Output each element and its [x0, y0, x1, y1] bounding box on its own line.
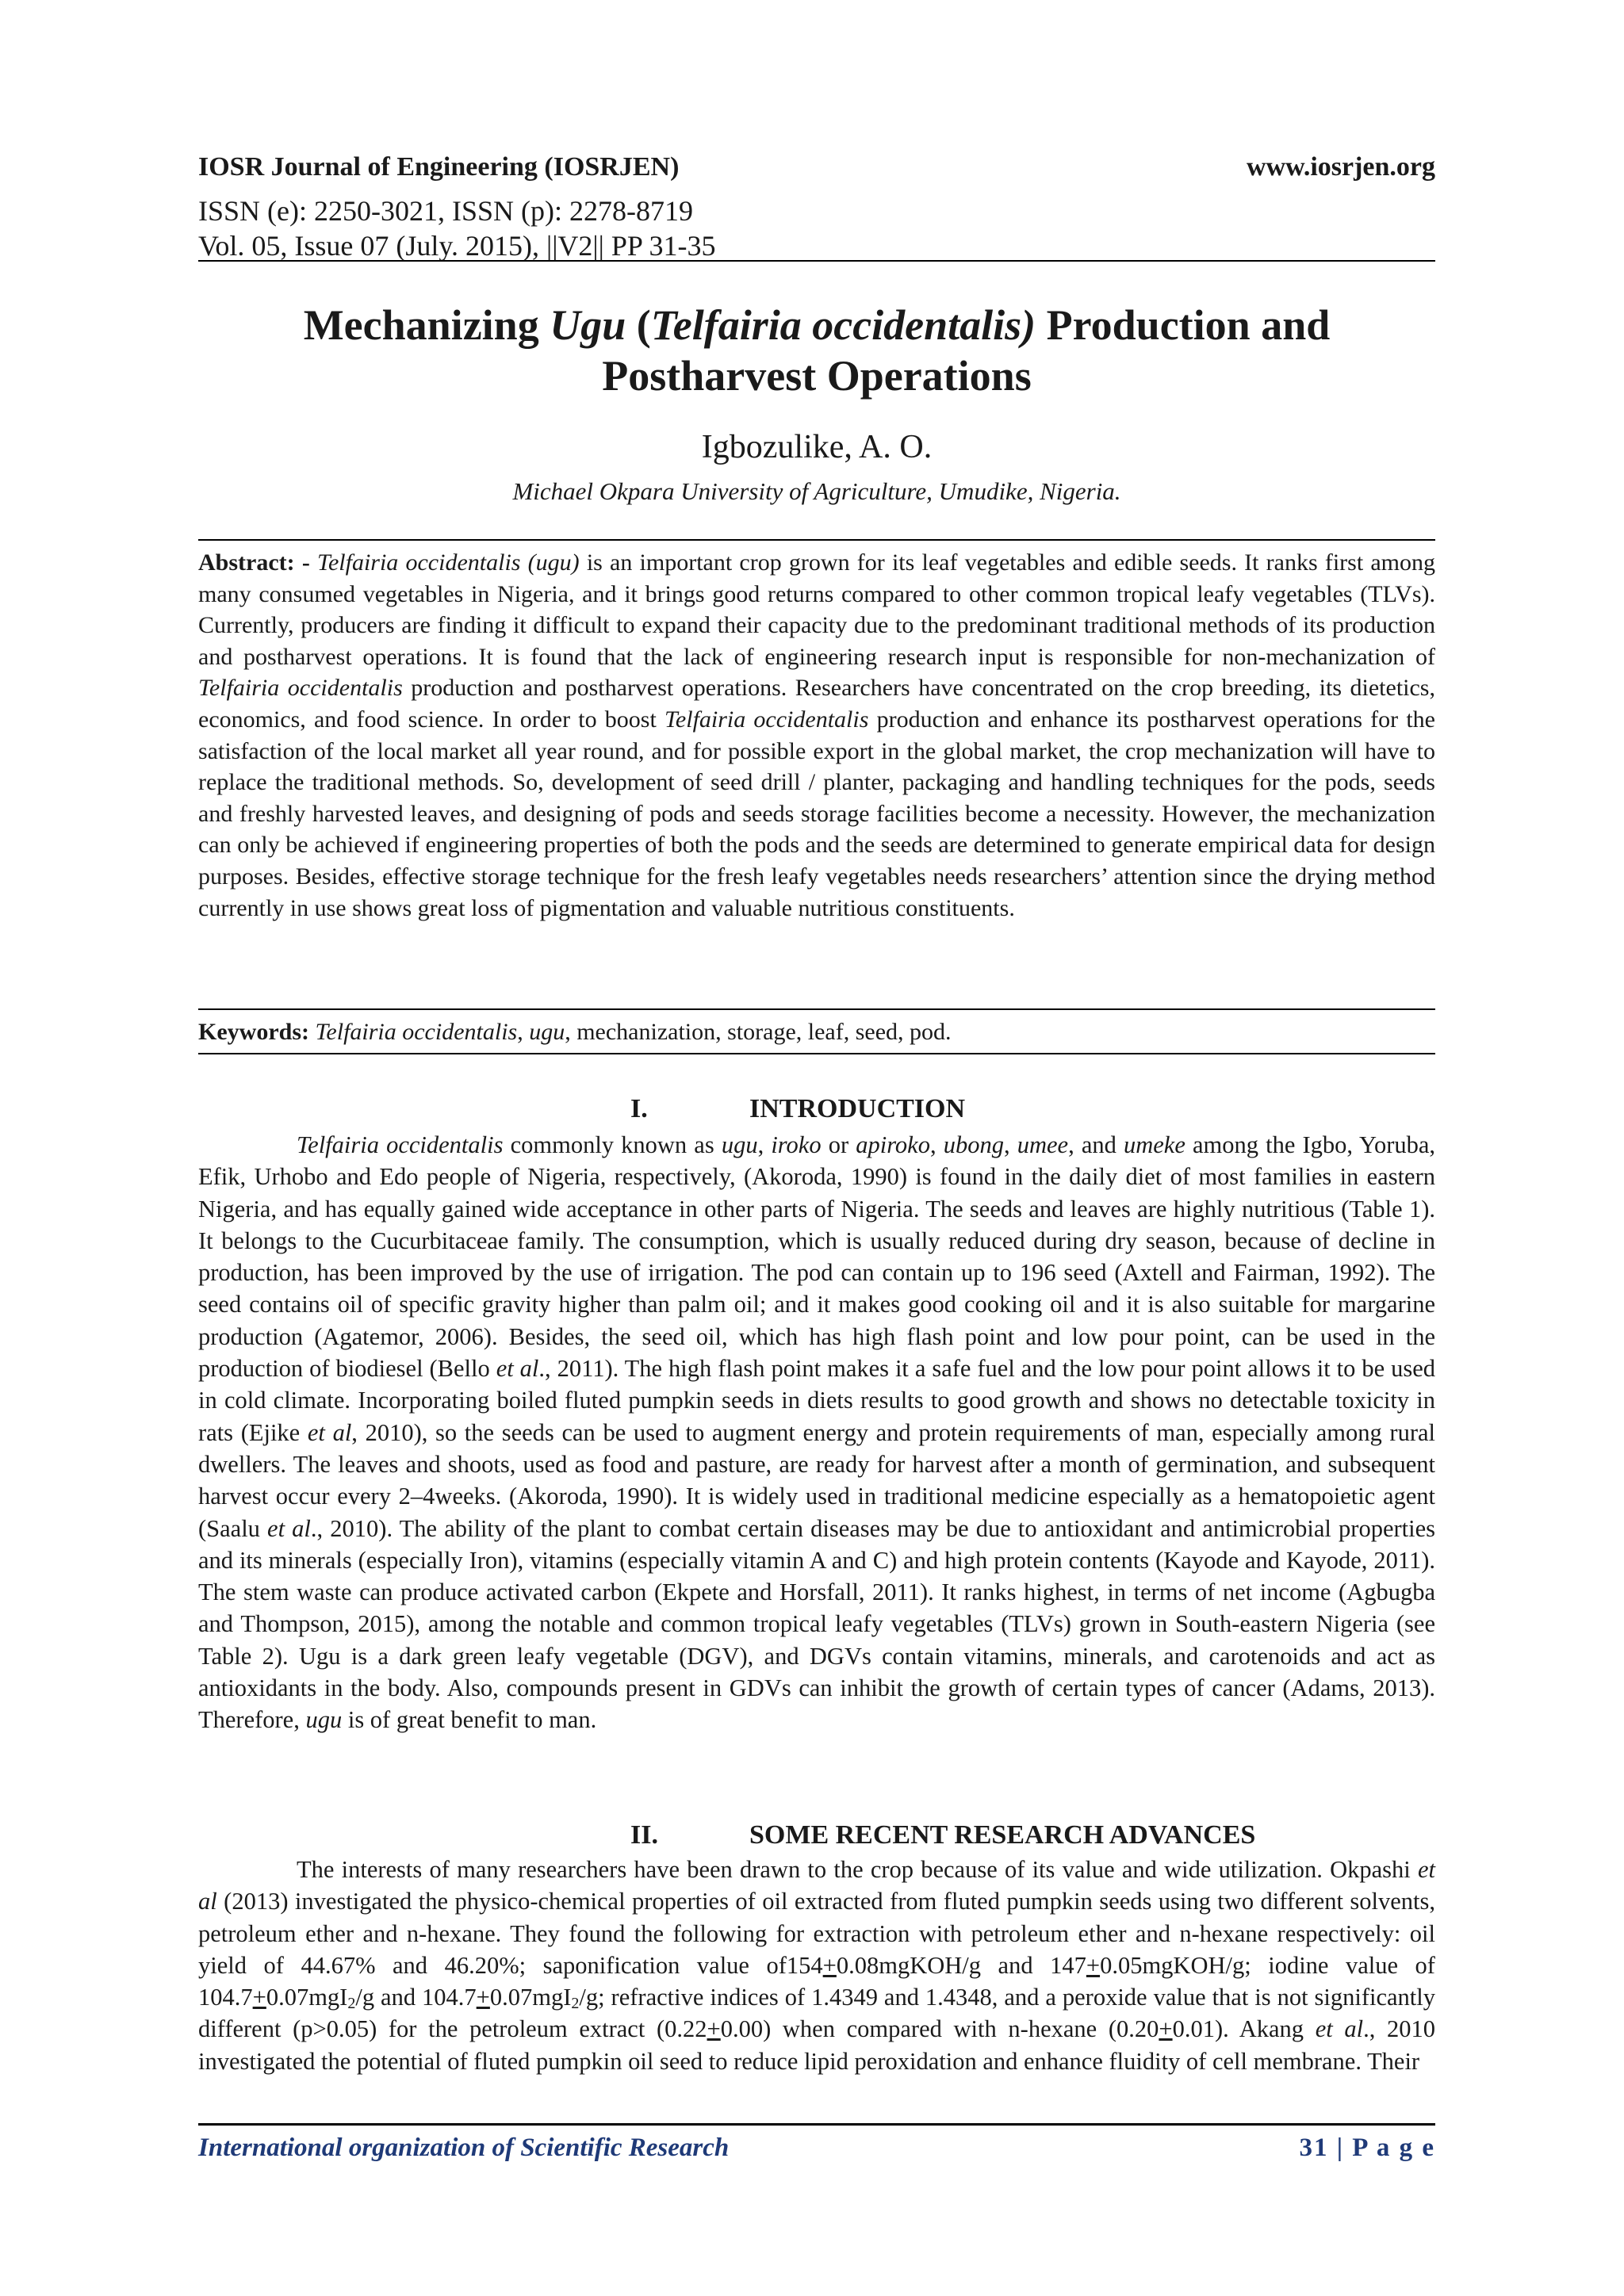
plus-minus-sign: +: [1086, 1951, 1101, 1979]
keyword-text: , mechanization, storage, leaf, seed, pod.: [565, 1019, 952, 1045]
keywords-top-rule: [198, 1008, 1435, 1010]
title-part-italic: Telfairia occidentalis): [650, 301, 1036, 349]
para-italic: ugu: [305, 1706, 343, 1734]
abstract-text: production and postharvest operations. Researchers have concentrated on the crop breeding, its dietetics, economics, and food science. In order to boost: [198, 675, 1435, 733]
para-italic: ugu: [721, 1131, 758, 1158]
subscript: 2: [571, 1995, 580, 2013]
section-number: I.: [630, 1094, 648, 1123]
para-italic: iroko: [771, 1131, 822, 1158]
keywords-label: Keywords:: [198, 1019, 309, 1045]
para-text: 0.07mgI: [266, 1984, 348, 2011]
para-text: among the Igbo, Yoruba, Efik, Urhobo and Edo people of Nigeria, respectively, (Akoroda, 1990) is found in the daily diet of most families in eastern Nigeria, and has equally gained wide acceptance in other parts of Nigeria. The seeds and leaves are highly nutritious (Table 1). It belongs to the Cucurbitaceae family. The consumption, which is usually reduced during dry season, because of decline in production, has been improved by the use of irrigation. The pod can contain up to 196 seed (Axtell and Fairman, 1992). The seed contains oil of specific gravity higher than palm oil; and it makes good cooking oil and it is also suitable for margarine production (Agatemor, 2006). Besides, the seed oil, which has high flash point and low pour point, can be used in the production of biodiesel (Bello: [198, 1131, 1436, 1383]
para-text: /g and 104.7: [355, 1984, 477, 2011]
keyword-italic: Telfairia occidentalis: [315, 1019, 518, 1045]
abstract-text: is an important crop grown for its leaf vegetables and edible seeds. It ranks first among many consumed vegetables in Nigeria, and it brings good returns compared to other common tropical leafy vegetables (TLVs). Currently, producers are finding it difficult to expand their capacity due to the predominant traditional methods of its production and postharvest operations. It is found that the lack of engineering research input is responsible for non-mechanization of: [198, 549, 1436, 670]
keyword-italic: ugu: [529, 1019, 565, 1045]
para-text: (2013) investigated the physico-chemical properties of oil extracted from fluted pumpkin seeds using two different solvents, petroleum ether and n-hexane. They found the following for extraction with petroleum ether and n-hexane respectively: oil yield of 44.67% and 46.20%; saponification value of154: [198, 1888, 1435, 1979]
para-text: ,: [757, 1131, 772, 1158]
para-italic: et al: [267, 1514, 311, 1542]
para-italic: apiroko: [856, 1131, 930, 1158]
para-italic: ubong: [943, 1131, 1004, 1158]
journal-name: IOSR Journal of Engineering (IOSRJEN): [198, 152, 680, 182]
keywords: [198, 1016, 1435, 1048]
introduction-paragraph: [198, 1129, 1435, 1736]
header-rule: [198, 260, 1435, 262]
para-text: or: [821, 1131, 856, 1158]
keywords-bottom-rule: [198, 1053, 1435, 1054]
para-italic: et al: [496, 1355, 539, 1383]
para-text: ., 2011). The high flash point makes it a safe fuel and the low pour point allows it to be used in cold climate. Incorporating boiled fluted pumpkin seeds in diets results to good growth and shows no detectable toxicity in rats (Ejike: [198, 1355, 1435, 1446]
title-line2: Postharvest Operations: [602, 352, 1032, 400]
para-text: The interests of many researchers have been drawn to the crop because of its value and wide utilization. Okpashi: [297, 1856, 1418, 1883]
abstract-italic: Telfairia occidentalis: [198, 675, 403, 702]
keyword-text: ,: [517, 1019, 530, 1045]
para-text: 0.08mgKOH/g and 147: [836, 1951, 1086, 1979]
para-text: ., 2010). The ability of the plant to combat certain diseases may be due to antioxidant and antimicrobial properties and its minerals (especially Iron), vitamins (especially vitamin A and C) and high protein contents (Kayode and Kayode, 2011). The stem waste can produce activated carbon (Ekpete and Horsfall, 2011). It ranks highest, in terms of net income (Agbugba and Thompson, 2015), among the notable and common tropical leafy vegetables (TLVs) grown in South-eastern Nigeria (see Table 2). Ugu is a dark green leafy vegetable (DGV), and DGVs contain vitamins, minerals, and carotenoids and act as antioxidants in the body. Also, compounds present in GDVs can inhibit the growth of certain types of cancer (Adams, 2013). Therefore,: [198, 1514, 1435, 1734]
abstract-italic: Telfairia occidentalis (ugu): [317, 549, 580, 576]
title-part: (: [626, 301, 651, 349]
plus-minus-sign: +: [822, 1951, 837, 1979]
para-text: commonly known as: [503, 1131, 722, 1158]
para-text: , and: [1068, 1131, 1124, 1158]
title-part: Mechanizing: [303, 301, 550, 349]
para-italic: umee: [1017, 1131, 1069, 1158]
paper-title: [198, 300, 1435, 401]
abstract-top-rule: [198, 539, 1435, 541]
para-text: /g; refractive indices of 1.4349 and 1.4348, and a peroxide value that is not significantly different (p>0.05) for the petroleum extract (0.22: [198, 1984, 1436, 2043]
para-italic: et al: [1315, 2015, 1364, 2043]
abstract-text: production and enhance its postharvest operations for the satisfaction of the local market all year round, and for possible export in the global market, the crop mechanization will have to replace the traditional methods. So, development of seed drill / planter, packaging and handling techniques for the pods, seeds and freshly harvested leaves, and designing of pods and seeds storage facilities become a necessity. However, the mechanization can only be achieved if engineering properties of both the pods and the seeds are determined to generate empirical data for design purposes. Besides, effective storage technique for the fresh leafy vegetables needs researchers’ attention since the drying method currently in use shows great loss of pigmentation and valuable nutritious constituents.: [198, 706, 1435, 921]
plus-minus-sign: +: [252, 1984, 266, 2011]
abstract-italic: Telfairia occidentalis: [664, 706, 869, 733]
section-title: INTRODUCTION: [749, 1094, 966, 1123]
para-text: 0.05mgKOH/g; iodine value of 104.7: [198, 1951, 1435, 2011]
volume-info: Vol. 05, Issue 07 (July. 2015), ||V2|| PP 31-35: [198, 230, 716, 262]
para-italic: et al: [307, 1418, 352, 1446]
para-italic: Telfairia occidentalis: [297, 1131, 504, 1158]
title-part-italic: Ugu: [550, 301, 626, 349]
affiliation: Michael Okpara University of Agriculture, Umudike, Nigeria.: [512, 477, 1121, 505]
author: Igbozulike, A. O.: [701, 429, 933, 465]
abstract-label: Abstract: -: [198, 549, 310, 576]
title-part: Production and: [1036, 301, 1331, 349]
section-title: SOME RECENT RESEARCH ADVANCES: [749, 1820, 1256, 1850]
para-text: , 2010), so the seeds can be used to augment energy and protein requirements of man, especially among rural dwellers. The leaves and shoots, used as food and pasture, are ready for harvest after a month of germination, and subsequent harvest occur every 2–4weeks. (Akoroda, 1990). It is widely used in traditional medicine especially as a hematopoietic agent (Saalu: [198, 1418, 1435, 1542]
para-text: 0.00) when compared with n-hexane (0.20: [720, 2015, 1159, 2043]
para-italic: et al: [198, 1856, 1435, 1915]
subscript: 2: [347, 1995, 356, 2013]
para-text: ,: [1003, 1131, 1017, 1158]
para-text: ,: [929, 1131, 944, 1158]
para-text: 0.01). Akang: [1172, 2015, 1316, 2043]
issn: ISSN (e): 2250-3021, ISSN (p): 2278-8719: [198, 195, 693, 227]
page-number: 31 | P a g e: [1299, 2133, 1435, 2162]
footer-organization: International organization of Scientific Research: [198, 2133, 730, 2162]
para-text: is of great benefit to man.: [342, 1706, 597, 1734]
para-italic: umeke: [1123, 1131, 1185, 1158]
journal-header: [198, 152, 1435, 263]
plus-minus-sign: +: [476, 1984, 490, 2011]
journal-url[interactable]: www.iosrjen.org: [1247, 152, 1435, 182]
abstract: [198, 547, 1435, 924]
plus-minus-sign: +: [707, 2015, 721, 2043]
para-text: ., 2010 investigated the potential of fluted pumpkin oil seed to reduce lipid peroxidation and enhance fluidity of cell membrane. Their: [198, 2015, 1436, 2075]
para-text: 0.07mgI: [489, 1984, 572, 2011]
section-number: II.: [630, 1820, 658, 1850]
research-advances-paragraph: [198, 1854, 1435, 2077]
page-footer: [198, 2123, 1435, 2165]
plus-minus-sign: +: [1159, 2015, 1173, 2043]
